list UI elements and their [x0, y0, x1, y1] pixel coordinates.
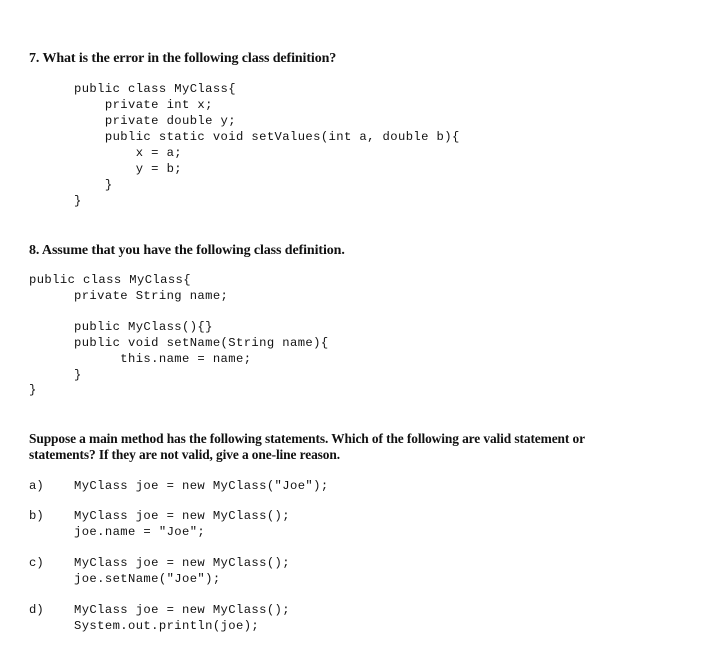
- q8-prompt-line: Suppose a main method has the following statements. Which of the following are valid statement or: [29, 431, 585, 446]
- q8-code-line: }: [74, 368, 82, 382]
- q8-code-line: public MyClass(){}: [74, 320, 213, 334]
- option-a-code-line: MyClass joe = new MyClass("Joe");: [74, 479, 329, 493]
- option-d-code-line: MyClass joe = new MyClass();: [74, 603, 290, 617]
- q7-code-line: public static void setValues(int a, double b){: [74, 130, 460, 144]
- q7-code-line: private double y;: [74, 114, 236, 128]
- option-d-code-line: System.out.println(joe);: [74, 619, 260, 633]
- q8-code-line: public void setName(String name){: [74, 336, 329, 350]
- q7-code-line: x = a;: [74, 146, 182, 160]
- option-b-code-line: joe.name = "Joe";: [74, 525, 206, 539]
- option-d-label: d): [29, 603, 44, 617]
- q8-code-line: }: [29, 383, 37, 397]
- option-c-code-line: MyClass joe = new MyClass();: [74, 556, 290, 570]
- option-c-code-line: joe.setName("Joe");: [74, 572, 221, 586]
- option-b-code-line: MyClass joe = new MyClass();: [74, 509, 290, 523]
- q7-code-line: public class MyClass{: [74, 82, 236, 96]
- option-c-label: c): [29, 556, 44, 570]
- q8-code-line: this.name = name;: [74, 352, 252, 366]
- q7-code-line: private int x;: [74, 98, 213, 112]
- q7-code-line: }: [74, 194, 82, 208]
- option-a-label: a): [29, 479, 44, 493]
- q8-prompt-line: statements? If they are not valid, give a one-line reason.: [29, 447, 340, 462]
- option-b-label: b): [29, 509, 44, 523]
- question-7-title: 7. What is the error in the following class definition?: [29, 51, 337, 66]
- question-8-title: 8. Assume that you have the following class definition.: [29, 243, 345, 258]
- q7-code-line: y = b;: [74, 162, 182, 176]
- q8-code-line: public class MyClass{: [29, 273, 191, 287]
- q7-code-line: }: [74, 178, 113, 192]
- q8-code-line: private String name;: [74, 289, 229, 303]
